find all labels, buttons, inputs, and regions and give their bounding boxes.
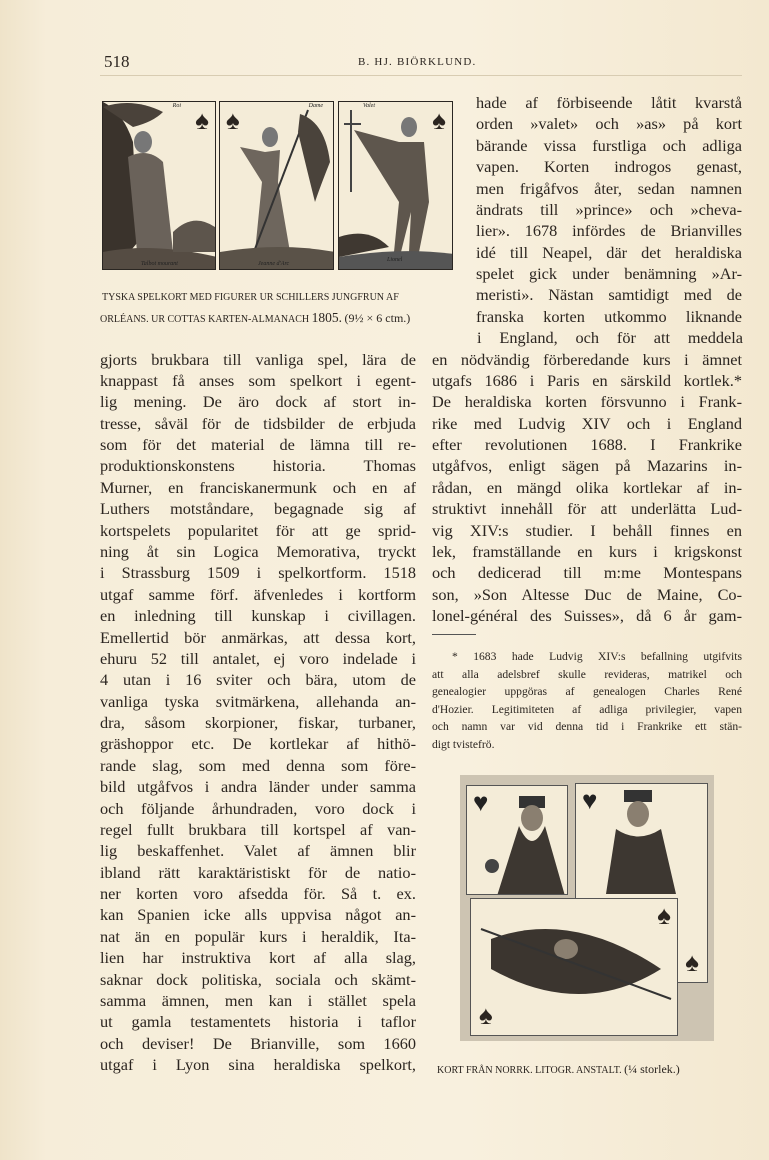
text-line: kortspelets popularitet för att ge sprid- — [100, 520, 416, 540]
footnote-line: genealogier uppgöras af genealogen Charles René — [432, 685, 742, 699]
footnote-line: digt tvistefrö. — [432, 738, 495, 751]
text-line: nat än en populär kurs i heraldik, Ita- — [100, 926, 416, 946]
text-line: saknar dock politiska, sociala och skämt- — [100, 969, 416, 989]
text-line: bild utgåfvos i andra länder under samma — [100, 777, 416, 797]
spade-icon: ♠ — [685, 948, 699, 977]
text-line: lonel-général des Suisses», då 6 år gam- — [432, 606, 742, 626]
text-line: knappast få anses som spelkort i egent- — [100, 370, 416, 390]
text-line: dra, såsom skorpioner, fiskar, turbaner, — [100, 713, 416, 733]
text-line: franska korten utkommo liknande — [476, 306, 742, 326]
caption-year: 1805. — [311, 310, 343, 325]
card-rank-label: Dame — [308, 103, 323, 109]
text-line: i England, och för att meddela — [477, 328, 743, 348]
caption-text: ORLÉANS. UR COTTAS KARTEN-ALMANACH — [100, 314, 310, 325]
playing-card-valet — [338, 101, 453, 270]
text-line: ehuru 52 till antalet, ej voro indelade i — [100, 648, 416, 668]
text-line: regel fullt brukbara till kortspel af van- — [100, 819, 416, 839]
text-line: kan Spanien icke alls uppvisa något an- — [100, 905, 416, 925]
caption-size: (¼ storlek.) — [624, 1062, 680, 1076]
card-name-label: Talbot mourant — [141, 261, 178, 267]
text-line: rande slag, som med denna som före- — [100, 755, 416, 775]
caption-text: KORT FRÅN NORRK. LITOGR. ANSTALT. — [437, 1065, 622, 1076]
text-line: meristi». Nästan samtidigt med de — [476, 285, 742, 305]
card-name-label: Jeanne d'Arc — [258, 261, 290, 267]
text-line: och deviser! De Brianville, som 1660 — [100, 1033, 416, 1053]
text-line: 4 utan i 16 sviter och bära, utom de — [100, 670, 416, 690]
text-line: en nödvändig förberedande kurs i ämnet — [432, 349, 742, 369]
caption-size: (9½ × 6 ctm.) — [344, 311, 411, 325]
figure-top-image — [101, 100, 453, 271]
text-line: i Strassburg 1509 i spelkortform. 1518 — [100, 563, 416, 583]
spade-icon: ♠ — [657, 901, 671, 930]
text-line: samma ämnen, men kan i stället spela — [100, 990, 416, 1010]
text-line: produktionskonstens historia. Thomas — [100, 456, 416, 476]
header-rule — [100, 75, 742, 76]
text-line: ning åt sin Logica Memorativa, tryckt — [100, 541, 416, 561]
spade-icon: ♠ — [479, 1001, 493, 1030]
text-line: rike med Ludvig XIV och i England — [432, 413, 742, 433]
text-line: idé till Neapel, där det heraldiska — [476, 242, 742, 262]
text-line: Emellertid bör anmärkas, att dessa kort, — [100, 627, 416, 647]
text-line: ibland rätt karaktäristiskt för de natio- — [100, 862, 416, 882]
figure-top-caption-line1: TYSKA SPELKORT MED FIGURER UR SCHILLERS JUNGFRUN AF — [102, 292, 399, 303]
footnote-rule — [432, 634, 476, 635]
text-line: och dedicerad till m:me Montespans — [432, 563, 742, 583]
footnote-line: att alla adelsbref skulle revideras, matrikel och — [432, 667, 742, 681]
playing-card-king-hearts — [466, 785, 568, 895]
text-line: utgåfvos, enligt sägen på Mazarins in- — [432, 456, 742, 476]
heart-icon: ♥ — [473, 788, 489, 817]
text-line: som för det material de lämna till re- — [100, 435, 416, 455]
text-line: lier». 1678 infördes de Brianvilles — [476, 221, 742, 241]
text-line: De heraldiska korten försvunno i Frank- — [432, 392, 742, 412]
footnote-line: * 1683 hade Ludvig XIV:s befallning utgifvits — [452, 650, 742, 663]
heart-icon: ♥ — [582, 786, 598, 815]
text-line: orden »valet» och »as» på kort — [476, 114, 742, 134]
text-line: vig XIV:s studier. I behåll finnes en — [432, 520, 742, 540]
spade-icon: ♠ — [226, 106, 240, 135]
running-title: B. HJ. BIÖRKLUND. — [358, 56, 477, 68]
text-line: lig beskaffenhet. Valet af ämnen blir — [100, 841, 416, 861]
text-line: utgafs 1686 i Paris en särskild kortlek.* — [432, 370, 742, 390]
king-portrait-illustration — [467, 786, 568, 895]
text-line: hade af förbiseende låtit kvarstå — [476, 93, 742, 112]
text-line: vanliga tyska svitmärkena, allehanda an- — [100, 691, 416, 711]
spade-icon: ♠ — [432, 106, 446, 135]
page-number: 518 — [104, 52, 130, 71]
text-line: gjorts brukbara till vanliga spel, lära de — [100, 349, 416, 369]
footnote-line: d'Hozier. Legitimiteten af adliga privilegier, vapen — [432, 702, 742, 716]
text-line: lig mening. De äro dock af stort in- — [100, 392, 416, 412]
text-line: och följande århundraden, voro dock i — [100, 798, 416, 818]
playing-card-valet-spades — [470, 898, 678, 1036]
text-line: rådan, en mängd olika kortlekar af in- — [432, 477, 742, 497]
text-line: Luthers motståndare, begagnade sig af — [100, 499, 416, 519]
text-line: gräshoppor etc. De kortlekar af hithö- — [100, 734, 416, 754]
text-line: en inledning till kunskap i civillagen. — [100, 606, 416, 626]
figure-bottom-caption — [437, 1062, 680, 1078]
text-line: vapen. Korten indrogos genast, — [476, 157, 742, 177]
text-line: spelet gick under benämning »Ar- — [476, 264, 742, 284]
text-line: lien har instruktiva kort af alla slag, — [100, 948, 416, 968]
text-line: ner korten voro afsedda för. Så t. ex. — [100, 884, 416, 904]
footnote-line: och namn var vid denna tid i Frankrike ett stän- — [432, 720, 742, 734]
figure-top-caption-line2 — [100, 311, 410, 327]
card-rank-label: Valet — [363, 103, 375, 109]
figure-bottom-image — [460, 775, 714, 1041]
card-name-label: Lionel — [387, 257, 403, 263]
text-line: struktivt innehåll för att underlätta Lud- — [432, 499, 742, 519]
text-line: ut gamla testamentets historia i taflor — [100, 1012, 416, 1032]
text-line: bärande vissa furstliga och adliga — [476, 135, 742, 155]
playing-card-king — [102, 101, 216, 270]
text-line: tresse, såväl för de tidsbilder de erbjuda — [100, 413, 416, 433]
text-line: utgaf samme förf. äfvenledes i kortform — [100, 584, 416, 604]
text-line: utgaf i Lyon sina heraldiska spelkort, — [100, 1055, 416, 1075]
text-line: ändrats till »prince» och »cheva- — [476, 199, 742, 219]
playing-card-queen — [219, 101, 334, 270]
text-line: lek, framställande en kurs i krigskonst — [432, 541, 742, 561]
text-line: men frigåfvos åter, sedan namnen — [476, 178, 742, 198]
valet-portrait-illustration — [471, 899, 678, 1036]
text-line: Murner, en franciskanermunk och en af — [100, 477, 416, 497]
spade-icon: ♠ — [195, 106, 209, 135]
text-line: son, »Son Altesse Duc de Maine, Co- — [432, 584, 742, 604]
card-rank-label: Roi — [172, 103, 181, 109]
text-line: efter revolutionen 1688. I Frankrike — [432, 435, 742, 455]
